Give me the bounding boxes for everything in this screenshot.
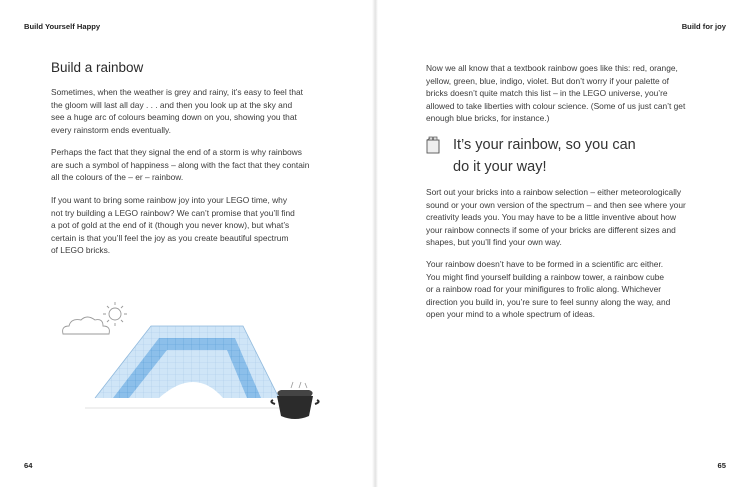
- lego-brick-icon: [426, 136, 440, 154]
- right-running-head: Build for joy: [681, 22, 726, 31]
- left-paragraph-3: If you want to bring some rainbow joy into your LEGO time, why not try building a LEGO rainbow? We can’t promise that you’ll find a pot of gold at the end of it (though you never know), but what’s certain is that you’ll feel the joy as you create beautiful spectrum of LEGO bricks.: [51, 195, 295, 256]
- pull-quote: It’s your rainbow, so you can do it your way!: [453, 137, 636, 175]
- book-gutter: [372, 0, 378, 487]
- pot-of-gold-icon: [271, 382, 318, 419]
- right-paragraph-2: Your rainbow doesn’t have to be formed in a scientific arc either. You might find yourself building a rainbow tower, a rainbow cube or a rainbow road for your minifigures to frolic along. Whichever direction you build in, you’re sure to feel sunny along the way, and open your mind to a whole spectrum of ideas.: [426, 259, 671, 320]
- cloud-icon: [63, 317, 110, 334]
- left-running-head: Build Yourself Happy: [24, 22, 101, 31]
- right-paragraph-1: Sort out your bricks into a rainbow selection – either meteorologically sound or your own version of the spectrum – and then see where your creativity leads you. You may have to be a little inventive about how your rainbow connects if some of your bricks are different sizes and shapes, but you’ll find your own way.: [426, 187, 686, 248]
- left-page-number: 64: [24, 461, 33, 470]
- page-title: Build a rainbow: [51, 60, 144, 75]
- rainbow-illustration: [55, 296, 325, 434]
- left-paragraph-1: Sometimes, when the weather is grey and rainy, it’s easy to feel that the gloom will last all day . . . and then you look up at the sky and see a huge arc of colours beaming down on you, showing you that every rainstorm ends eventually.: [51, 87, 303, 135]
- left-paragraph-2: Perhaps the fact that they signal the end of a storm is why rainbows are such a symbol of happiness – along with the fact that they contain all the colours of the – er – rainbow.: [51, 147, 310, 183]
- right-intro-paragraph: Now we all know that a textbook rainbow goes like this: red, orange, yellow, green, blue, indigo, violet. But don’t worry if your palette of bricks doesn’t quite match this list – in the LEGO universe, you’re allowed to take liberties with colour science. (Some of us just can’t get enough blue bricks, for instance.): [426, 63, 686, 124]
- lego-rainbow-arch: [95, 326, 279, 398]
- right-page-number: 65: [717, 461, 726, 470]
- sun-icon: [103, 302, 127, 326]
